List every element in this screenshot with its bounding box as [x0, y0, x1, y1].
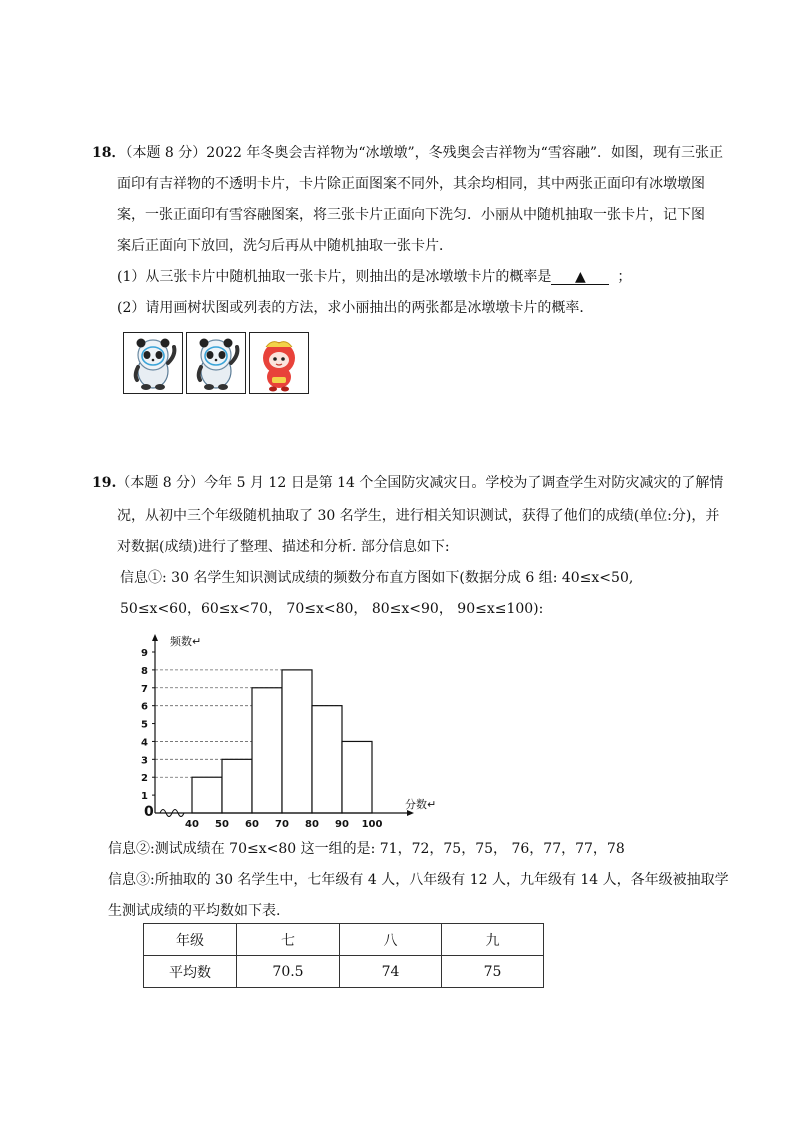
table-header-row [144, 924, 544, 956]
table-row [144, 956, 544, 988]
table-cell: 74 [340, 956, 442, 988]
q19-line1: （本题 8 分）今年 5 月 12 日是第 14 个全国防灾减灾日。学校为了调查学生对防灾减灾的了解情 [116, 475, 724, 491]
y-axis-label: 频数↵ [170, 635, 202, 648]
x-tick-label: 60 [245, 819, 259, 830]
histogram-bar [312, 706, 342, 813]
bing-dwen-dwen-image [187, 333, 245, 393]
info3-line2: 生测试成绩的平均数如下表. [108, 903, 281, 919]
y-tick-label: 5 [141, 719, 148, 731]
histogram-bar [252, 688, 282, 813]
histogram-bars [192, 670, 372, 813]
x-tick-label: 70 [275, 819, 289, 830]
grade-average-table [143, 923, 544, 988]
y-tick-label: 6 [141, 701, 148, 713]
table-header-cell: 年级 [144, 924, 237, 956]
x-tick-label: 50 [215, 819, 229, 830]
x-axis-label: 分数↵ [405, 798, 437, 811]
y-tick-label: 9 [141, 648, 148, 659]
answer-blank: ▲ [551, 270, 609, 285]
table-header-cell: 七 [237, 924, 340, 956]
y-tick-label: 1 [141, 791, 148, 803]
info1-line1: 信息①: 30 名学生知识测试成绩的频数分布直方图如下(数据分成 6 组: 40≤x<50, [120, 570, 634, 586]
bing-dwen-dwen-image [124, 333, 182, 393]
q18-part2: (2）请用画树状图或列表的方法，求小丽抽出的两张都是冰墩墩卡片的概率． [117, 300, 594, 316]
table-cell: 平均数 [144, 956, 237, 988]
histogram-bar [192, 777, 222, 813]
table-header-cell: 九 [442, 924, 544, 956]
shuey-rhon-rhon-image [250, 333, 308, 393]
x-tick-label: 40 [185, 819, 199, 830]
info3-line1: 信息③:所抽取的 30 名学生中，七年级有 4 人，八年级有 12 人，九年级有 14 人，各年级被抽取学 [108, 872, 729, 888]
q18-part1-end: ； [617, 269, 632, 285]
q18-line3: 案，一张正面印有雪容融图案，将三张卡片正面向下洗匀．小丽从中随机抽取一张卡片，记下图 [117, 207, 705, 223]
bing-dwen-dwen-card-1 [123, 332, 183, 394]
bing-dwen-dwen-card-2 [186, 332, 246, 394]
q18-number: 18． [92, 145, 126, 161]
shuey-rhon-rhon-card [249, 332, 309, 394]
y-tick-label: 8 [141, 665, 148, 677]
q18-part1-text: (1）从三张卡片中随机抽取一张卡片，则抽出的是冰墩墩卡片的概率是 [117, 269, 552, 285]
q18-line1: （本题 8 分）2022 年冬奥会吉祥物为“冰墩墩”，冬残奥会吉祥物为“雪容融”．如图，现有三张正 [125, 145, 723, 161]
x-tick-label: 90 [335, 819, 349, 830]
table-cell: 70.5 [237, 956, 340, 988]
x-tick-label: 100 [361, 819, 383, 830]
x-tick-label: 80 [305, 819, 319, 830]
info1-line2: 50≤x<60，60≤x<70， 70≤x<80， 80≤x<90， 90≤x≤100): [120, 601, 544, 617]
q18-header-line [92, 142, 723, 162]
y-tick-label: 2 [141, 773, 148, 785]
y-tick-label: 4 [141, 737, 148, 749]
y-tick-label: 7 [141, 683, 148, 695]
q18-line2: 面印有吉祥物的不透明卡片，卡片除正面图案不同外，其余均相同，其中两张正面印有冰墩墩图 [117, 176, 705, 192]
x-tick-labels [185, 819, 382, 830]
q19-line3: 对数据(成绩)进行了整理、描述和分析. 部分信息如下: [117, 539, 450, 555]
q18-part1 [117, 266, 631, 286]
histogram-bar [342, 741, 372, 813]
q19-header-line [92, 472, 723, 492]
table-cell: 75 [442, 956, 544, 988]
y-axis-arrow [152, 634, 158, 641]
origin-label: 0 [144, 804, 154, 820]
q19-number: 19. [92, 475, 117, 491]
table-header-cell: 八 [340, 924, 442, 956]
frequency-histogram [130, 628, 440, 830]
info2: 信息②:测试成绩在 70≤x<80 这一组的是: 71，72，75，75， 76，77，77，78 [108, 841, 625, 857]
histogram-bar [282, 670, 312, 813]
q19-line2: 况，从初中三个年级随机抽取了 30 名学生，进行相关知识测试，获得了他们的成绩(单位:分)，并 [117, 508, 720, 524]
q18-line4: 案后正面向下放回，洗匀后再从中随机抽取一张卡片． [117, 238, 453, 254]
y-tick-label: 3 [141, 755, 148, 767]
histogram-bar [222, 759, 252, 813]
y-tick-labels [141, 648, 155, 802]
